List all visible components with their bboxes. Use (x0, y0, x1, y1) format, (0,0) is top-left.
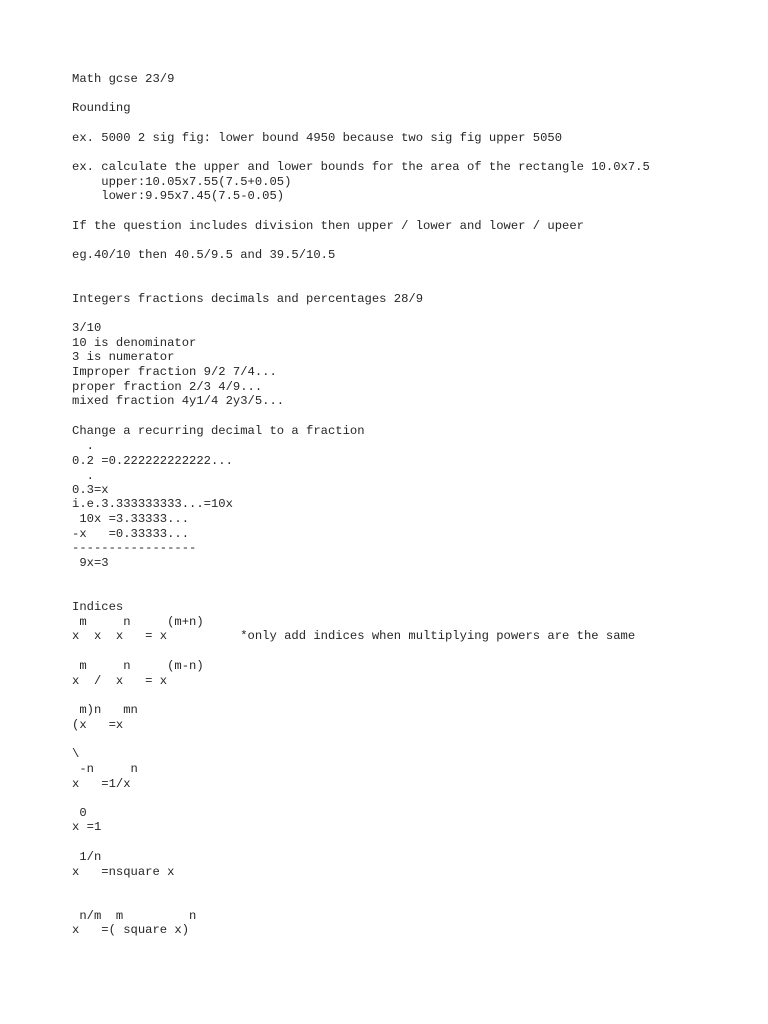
text-line: x =1/x (72, 777, 131, 791)
text-line: proper fraction 2/3 4/9... (72, 380, 263, 394)
text-line: 9x=3 (72, 556, 109, 570)
text-line: i.e.3.333333333...=10x (72, 497, 233, 511)
heading-fractions: Integers fractions decimals and percentages 28/9 (72, 292, 424, 306)
text-line: If the question includes division then upper / lower and lower / upeer (72, 219, 584, 233)
recurring-dot: . (72, 439, 94, 453)
exponent-line: 1/n (72, 850, 102, 864)
exponent-line: m n (m-n) (72, 659, 204, 673)
text-line: upper:10.05x7.55(7.5+0.05) (72, 175, 292, 189)
text-line: 0.2 =0.222222222222... (72, 454, 233, 468)
text-line: lower:9.95x7.45(7.5-0.05) (72, 189, 285, 203)
text-line: x =1 (72, 820, 102, 834)
text-line: eg.40/10 then 40.5/9.5 and 39.5/10.5 (72, 248, 336, 262)
text-line: mixed fraction 4y1/4 2y3/5... (72, 394, 285, 408)
heading-rounding: Rounding (72, 101, 131, 115)
exponent-line: m)n mn (72, 703, 138, 717)
text-line: \ (72, 747, 80, 761)
text-line: Improper fraction 9/2 7/4... (72, 365, 277, 379)
text-line: 3 is numerator (72, 350, 175, 364)
text-line: ex. calculate the upper and lower bounds for the area of the rectangle 10.0x7.5 (72, 160, 650, 174)
recurring-dot: . (72, 469, 94, 483)
title-line: Math gcse 23/9 (72, 72, 175, 86)
text-line: -x =0.33333... (72, 527, 190, 541)
text-line: x x x = x *only add indices when multiplying powers are the same (72, 629, 636, 643)
divider-line: ----------------- (72, 541, 197, 555)
text-line: 3/10 (72, 321, 102, 335)
exponent-line: n/m m n (72, 909, 197, 923)
text-line: 0.3=x (72, 483, 109, 497)
exponent-line: -n n (72, 762, 138, 776)
text-line: x =nsquare x (72, 865, 175, 879)
text-line: 10 is denominator (72, 336, 197, 350)
text-line: x / x = x (72, 674, 168, 688)
text-line: ex. 5000 2 sig fig: lower bound 4950 because two sig fig upper 5050 (72, 131, 563, 145)
text-line: x =( square x) (72, 923, 190, 937)
text-line: 10x =3.33333... (72, 512, 190, 526)
exponent-line: m n (m+n) (72, 615, 204, 629)
heading-indices: Indices (72, 600, 124, 614)
exponent-line: 0 (72, 806, 87, 820)
text-line: (x =x (72, 718, 124, 732)
text-line: Change a recurring decimal to a fraction (72, 424, 365, 438)
